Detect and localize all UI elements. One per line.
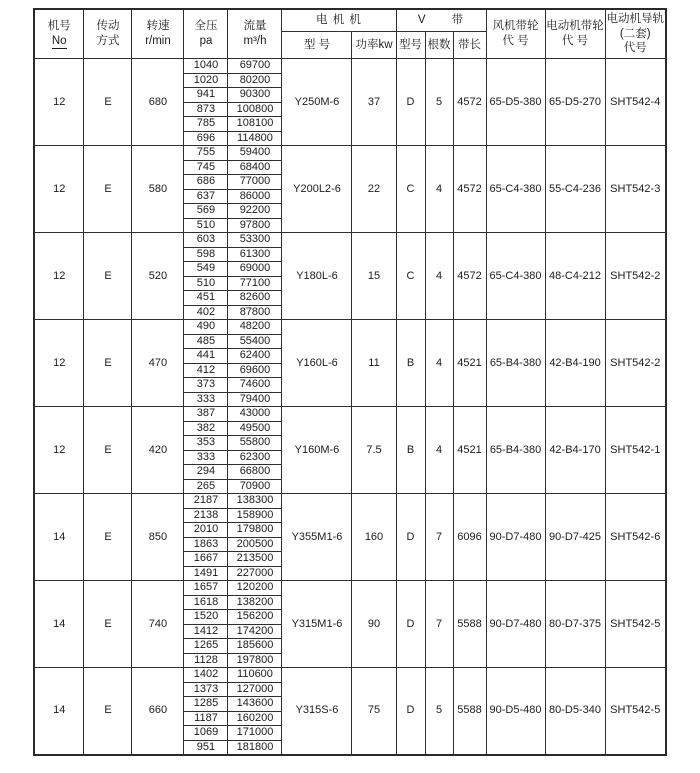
machine-no-label: 机号 [47,20,71,33]
belt-count-cell: 4 [425,146,453,233]
col-header-motor-pulley [545,9,605,59]
flow-cell: 48200 [228,320,282,335]
pressure-cell: 1285 [184,697,228,712]
flow-cell: 110600 [228,668,282,683]
transmission-label-2: 方式 [96,35,120,48]
motor-rail-label: 电动机导轨 [606,13,664,25]
pressure-cell: 1128 [184,653,228,668]
group-header-motor: 电 机 机 [282,9,396,31]
transmission-cell: E [84,407,132,494]
motor-pulley-cell: 80-D7-375 [545,581,605,668]
flow-cell: 174200 [228,624,282,639]
belt-length-cell: 4572 [453,146,486,233]
speed-cell: 420 [132,407,184,494]
transmission-cell: E [84,146,132,233]
col-header-motor-model: 型 号 [282,31,352,58]
pressure-cell: 1373 [184,682,228,697]
pressure-cell: 951 [184,740,228,755]
col-header-pressure [184,9,228,59]
pressure-cell: 785 [184,117,228,132]
rail-cell: SHT542-2 [605,233,666,320]
pressure-cell: 1863 [184,537,228,552]
col-header-speed [132,9,184,59]
pressure-cell: 1265 [184,639,228,654]
transmission-cell: E [84,59,132,146]
motor-power-cell: 90 [352,581,396,668]
motor-power-cell: 7.5 [352,407,396,494]
machine-no-unit: No [52,35,67,49]
table-row [34,320,666,335]
pressure-cell: 1069 [184,726,228,741]
flow-cell: 227000 [228,566,282,581]
motor-model-cell: Y160M-6 [282,407,352,494]
flow-cell: 143600 [228,697,282,712]
motor-model-cell: Y160L-6 [282,320,352,407]
flow-cell: 69700 [228,59,282,74]
pressure-cell: 333 [184,450,228,465]
pressure-cell: 1618 [184,595,228,610]
belt-model-cell: C [396,233,425,320]
flow-cell: 120200 [228,581,282,596]
pressure-cell: 2010 [184,523,228,538]
transmission-cell: E [84,320,132,407]
belt-count-cell: 5 [425,59,453,146]
table-header [34,9,666,59]
machine-no-cell: 12 [34,407,84,494]
rail-cell: SHT542-6 [605,494,666,581]
rail-cell: SHT542-3 [605,146,666,233]
flow-cell: 181800 [228,740,282,755]
speed-cell: 470 [132,320,184,407]
flow-cell: 69600 [228,363,282,378]
table-body [34,59,666,755]
table-row [34,407,666,422]
belt-count-cell: 4 [425,320,453,407]
fan-pulley-cell: 65-B4-380 [486,320,545,407]
flow-cell: 158900 [228,508,282,523]
pressure-cell: 510 [184,276,228,291]
flow-unit: m³/h [243,35,267,48]
motor-power-cell: 22 [352,146,396,233]
flow-cell: 69000 [228,262,282,277]
machine-no-cell: 12 [34,233,84,320]
pressure-cell: 1187 [184,711,228,726]
flow-cell: 171000 [228,726,282,741]
flow-cell: 127000 [228,682,282,697]
rail-cell: SHT542-4 [605,59,666,146]
table-row [34,146,666,161]
motor-pulley-cell: 42-B4-190 [545,320,605,407]
flow-cell: 77100 [228,276,282,291]
motor-power-cell: 160 [352,494,396,581]
belt-model-cell: D [396,668,425,755]
belt-model-cell: D [396,59,425,146]
pressure-cell: 451 [184,291,228,306]
flow-cell: 62400 [228,349,282,364]
pressure-cell: 485 [184,334,228,349]
motor-model-cell: Y250M-6 [282,59,352,146]
flow-cell: 185600 [228,639,282,654]
flow-label: 流量 [243,20,267,33]
belt-model-cell: C [396,146,425,233]
belt-model-cell: B [396,407,425,494]
speed-cell: 740 [132,581,184,668]
pressure-cell: 637 [184,189,228,204]
flow-cell: 77000 [228,175,282,190]
pressure-cell: 265 [184,479,228,494]
col-header-flow [228,9,282,59]
flow-cell: 62300 [228,450,282,465]
belt-count-cell: 4 [425,233,453,320]
motor-model-cell: Y180L-6 [282,233,352,320]
pressure-cell: 1657 [184,581,228,596]
flow-cell: 82600 [228,291,282,306]
flow-cell: 213500 [228,552,282,567]
col-header-machine-no [34,9,84,59]
flow-cell: 197800 [228,653,282,668]
pressure-cell: 745 [184,160,228,175]
machine-no-cell: 14 [34,668,84,755]
belt-length-cell: 5588 [453,668,486,755]
machine-no-cell: 12 [34,320,84,407]
flow-cell: 55400 [228,334,282,349]
belt-length-cell: 4521 [453,320,486,407]
flow-cell: 179800 [228,523,282,538]
rail-cell: SHT542-5 [605,668,666,755]
flow-cell: 87800 [228,305,282,320]
table-row [34,494,666,509]
motor-power-cell: 37 [352,59,396,146]
flow-cell: 138200 [228,595,282,610]
pressure-cell: 294 [184,465,228,480]
belt-model-cell: D [396,494,425,581]
motor-power-cell: 75 [352,668,396,755]
flow-cell: 55800 [228,436,282,451]
rail-cell: SHT542-5 [605,581,666,668]
fan-pulley-code-label: 代 号 [502,35,529,48]
motor-pulley-cell: 42-B4-170 [545,407,605,494]
belt-count-cell: 7 [425,494,453,581]
pressure-cell: 1020 [184,73,228,88]
pressure-cell: 1491 [184,566,228,581]
pressure-cell: 569 [184,204,228,219]
col-header-belt-count: 根数 [425,31,453,58]
pressure-cell: 333 [184,392,228,407]
belt-model-cell: D [396,581,425,668]
motor-pulley-cell: 90-D7-425 [545,494,605,581]
flow-cell: 74600 [228,378,282,393]
motor-pulley-cell: 65-D5-270 [545,59,605,146]
flow-cell: 59400 [228,146,282,161]
machine-no-cell: 14 [34,581,84,668]
motor-power-cell: 11 [352,320,396,407]
pressure-label: 全压 [194,20,218,33]
belt-length-cell: 4572 [453,233,486,320]
pressure-cell: 490 [184,320,228,335]
flow-cell: 68400 [228,160,282,175]
pressure-cell: 1667 [184,552,228,567]
motor-rail-sets-label: (二套) [619,27,651,40]
belt-length-cell: 4521 [453,407,486,494]
pressure-cell: 373 [184,378,228,393]
motor-pulley-code-label: 代 号 [561,35,589,48]
header-row-1 [34,9,666,31]
speed-cell: 660 [132,668,184,755]
motor-pulley-cell: 80-D5-340 [545,668,605,755]
table-row [34,581,666,596]
machine-no-cell: 12 [34,146,84,233]
pressure-cell: 412 [184,363,228,378]
rail-cell: SHT542-1 [605,407,666,494]
pressure-cell: 510 [184,218,228,233]
flow-cell: 156200 [228,610,282,625]
belt-length-cell: 4572 [453,59,486,146]
speed-cell: 580 [132,146,184,233]
pressure-cell: 696 [184,131,228,146]
pressure-cell: 686 [184,175,228,190]
speed-cell: 850 [132,494,184,581]
pressure-cell: 441 [184,349,228,364]
pressure-cell: 382 [184,421,228,436]
fan-pulley-cell: 65-C4-380 [486,233,545,320]
fan-pulley-cell: 90-D7-480 [486,494,545,581]
flow-cell: 80200 [228,73,282,88]
flow-cell: 200500 [228,537,282,552]
speed-cell: 520 [132,233,184,320]
flow-cell: 70900 [228,479,282,494]
col-header-belt-length: 带长 [453,31,486,58]
transmission-cell: E [84,233,132,320]
pressure-cell: 402 [184,305,228,320]
flow-cell: 90300 [228,88,282,103]
motor-model-cell: Y200L2-6 [282,146,352,233]
fan-pulley-label: 风机带轮 [492,20,539,33]
col-header-belt-model: 型号 [396,31,425,58]
pressure-cell: 755 [184,146,228,161]
pressure-cell: 353 [184,436,228,451]
fan-pulley-cell: 90-D7-480 [486,581,545,668]
motor-pulley-label: 电动机带轮 [546,20,604,33]
transmission-label: 传动 [96,20,120,33]
machine-no-cell: 12 [34,59,84,146]
pressure-cell: 1412 [184,624,228,639]
motor-model-cell: Y355M1-6 [282,494,352,581]
pressure-cell: 549 [184,262,228,277]
rail-cell: SHT542-2 [605,320,666,407]
motor-model-cell: Y315S-6 [282,668,352,755]
motor-rail-code-label: 代号 [623,42,647,55]
pressure-cell: 2187 [184,494,228,509]
motor-pulley-cell: 48-C4-212 [545,233,605,320]
flow-cell: 97800 [228,218,282,233]
speed-unit: r/min [145,35,171,48]
fan-pulley-cell: 65-C4-380 [486,146,545,233]
table-row [34,233,666,248]
pressure-cell: 598 [184,247,228,262]
speed-label: 转速 [146,20,170,33]
group-header-vbelt: V 带 [396,9,486,31]
fan-pulley-cell: 90-D5-480 [486,668,545,755]
fan-pulley-cell: 65-B4-380 [486,407,545,494]
transmission-cell: E [84,581,132,668]
flow-cell: 61300 [228,247,282,262]
flow-cell: 114800 [228,131,282,146]
col-header-motor-power: 功率kw [352,31,396,58]
flow-cell: 160200 [228,711,282,726]
flow-cell: 100800 [228,102,282,117]
pressure-cell: 873 [184,102,228,117]
motor-power-cell: 15 [352,233,396,320]
flow-cell: 49500 [228,421,282,436]
pressure-cell: 387 [184,407,228,422]
fan-spec-table [33,8,667,756]
motor-pulley-cell: 55-C4-236 [545,146,605,233]
table-row [34,668,666,683]
belt-length-cell: 6096 [453,494,486,581]
belt-length-cell: 5588 [453,581,486,668]
belt-count-cell: 5 [425,668,453,755]
machine-no-cell: 14 [34,494,84,581]
flow-cell: 43000 [228,407,282,422]
pressure-cell: 1402 [184,668,228,683]
col-header-transmission [84,9,132,59]
belt-count-cell: 7 [425,581,453,668]
pressure-cell: 2138 [184,508,228,523]
col-header-fan-pulley [486,9,545,59]
flow-cell: 138300 [228,494,282,509]
belt-count-cell: 4 [425,407,453,494]
fan-pulley-cell: 65-D5-380 [486,59,545,146]
motor-model-cell: Y315M1-6 [282,581,352,668]
belt-model-cell: B [396,320,425,407]
pressure-cell: 1520 [184,610,228,625]
flow-cell: 92200 [228,204,282,219]
speed-cell: 680 [132,59,184,146]
flow-cell: 108100 [228,117,282,132]
flow-cell: 86000 [228,189,282,204]
flow-cell: 79400 [228,392,282,407]
col-header-motor-rail [605,9,666,59]
pressure-unit: pa [199,35,213,48]
flow-cell: 66800 [228,465,282,480]
pressure-cell: 603 [184,233,228,248]
table-row [34,59,666,74]
pressure-cell: 941 [184,88,228,103]
flow-cell: 53300 [228,233,282,248]
pressure-cell: 1040 [184,59,228,74]
transmission-cell: E [84,668,132,755]
transmission-cell: E [84,494,132,581]
